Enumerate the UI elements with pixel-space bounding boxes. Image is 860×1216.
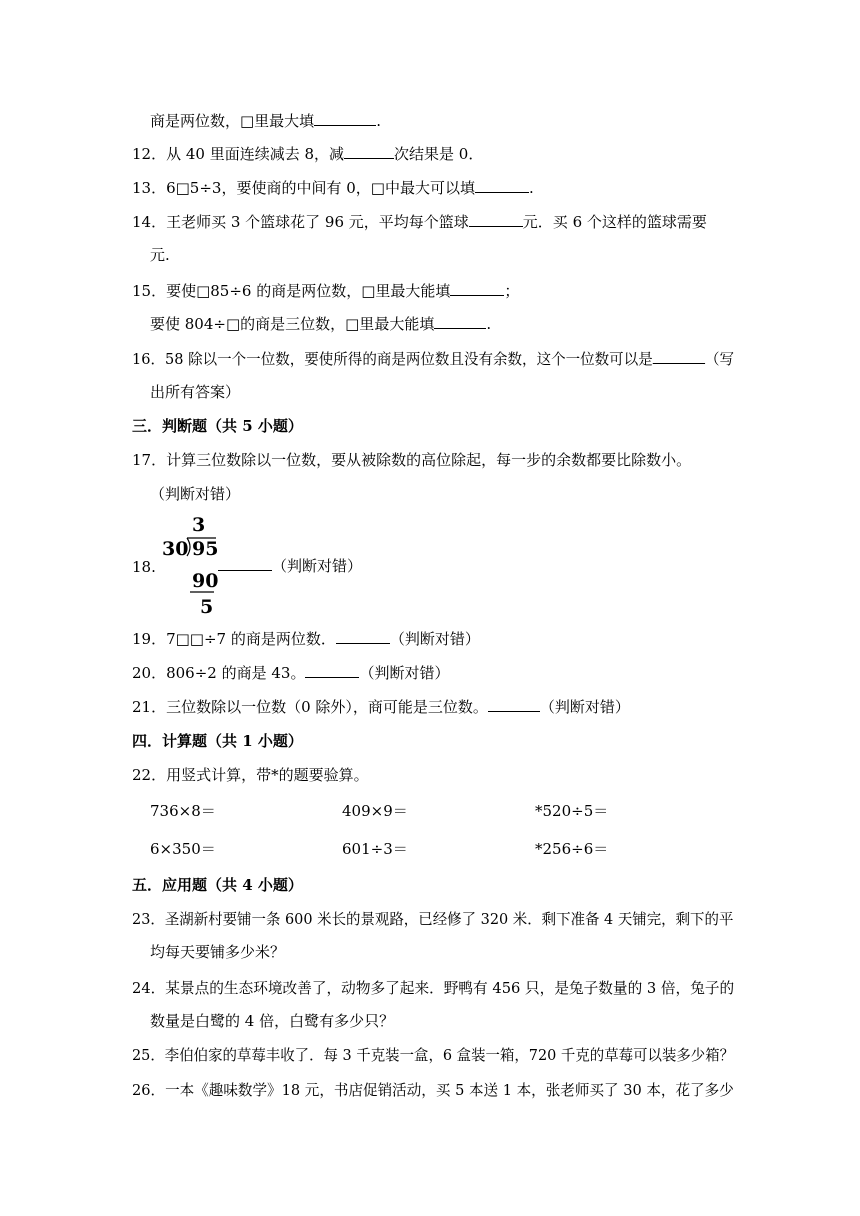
text: 出所有答案） bbox=[150, 383, 241, 401]
text: 元. bbox=[150, 246, 170, 264]
line-q11-cont bbox=[150, 111, 381, 131]
answer-blank[interactable] bbox=[314, 111, 376, 126]
answer-blank[interactable] bbox=[653, 349, 705, 364]
text: . bbox=[486, 315, 492, 333]
question-21 bbox=[132, 697, 630, 717]
answer-blank[interactable] bbox=[305, 663, 359, 678]
text: 19．7□□÷7 的商是两位数． bbox=[132, 630, 336, 648]
question-18-number: 18. bbox=[132, 558, 156, 576]
text: 17．计算三位数除以一位数，要从被除数的高位除起，每一步的余数都要比除数小。 bbox=[132, 451, 692, 469]
calc-item: 601÷3＝ bbox=[342, 840, 408, 858]
question-17 bbox=[132, 450, 691, 470]
quotient: 3 bbox=[192, 514, 206, 536]
question-22: 22．用竖式计算，带*的题要验算。 bbox=[132, 766, 369, 784]
text: . bbox=[376, 112, 381, 130]
remainder: 5 bbox=[200, 596, 214, 618]
question-25: 25．李伯伯家的草莓丰收了．每 3 千克装一盒，6 盒装一箱，720 千克的草莓可以装多少箱？ bbox=[132, 1046, 735, 1064]
text: 21．三位数除以一位数（0 除外），商可能是三位数。 bbox=[132, 698, 488, 716]
text: 13．6□5÷3，要使商的中间有 0，□中最大可以填 bbox=[132, 179, 475, 197]
calc-item: *256÷6＝ bbox=[535, 840, 609, 858]
text: （判断对错） bbox=[389, 630, 480, 648]
calc-item: *520÷5＝ bbox=[535, 802, 609, 820]
text: . bbox=[528, 179, 534, 197]
question-20 bbox=[132, 663, 449, 683]
question-18 bbox=[218, 556, 362, 576]
text: 14．王老师买 3 个篮球花了 96 元，平均每个篮球 bbox=[132, 213, 469, 231]
text: 元．买 6 个这样的篮球需要 bbox=[522, 213, 707, 231]
text: 次结果是 0． bbox=[394, 145, 484, 163]
answer-blank[interactable] bbox=[434, 314, 486, 329]
question-16-cont bbox=[150, 382, 240, 402]
text: （判断对错） bbox=[150, 485, 241, 503]
question-24-cont: 数量是白鹭的 4 倍，白鹭有多少只？ bbox=[150, 1012, 395, 1030]
answer-blank[interactable] bbox=[450, 281, 504, 296]
question-24: 24．某景点的生态环境改善了，动物多了起来．野鸭有 456 只，是兔子数量的 3 倍，兔子的 bbox=[132, 979, 735, 997]
text: 15．要使□85÷6 的商是两位数，□里最大能填 bbox=[132, 282, 451, 300]
dividend: 95 bbox=[192, 538, 219, 560]
answer-blank[interactable] bbox=[469, 212, 523, 227]
answer-blank[interactable] bbox=[488, 697, 540, 712]
text: （判断对错） bbox=[359, 664, 450, 682]
calc-item: 409×9＝ bbox=[342, 802, 408, 820]
question-14 bbox=[132, 212, 707, 232]
section-heading-application: 五．应用题（共 4 小题） bbox=[132, 876, 303, 894]
divisor: 30 bbox=[162, 538, 189, 560]
text: 16．58 除以一个一位数，要使所得的商是两位数且没有余数，这个一位数可以是 bbox=[132, 350, 653, 368]
text: 20．806÷2 的商是 43。 bbox=[132, 664, 306, 682]
text: 12．从 40 里面连续减去 8，减 bbox=[132, 145, 345, 163]
question-15 bbox=[132, 281, 519, 301]
question-14-cont bbox=[150, 245, 170, 265]
text: ； bbox=[504, 282, 520, 300]
question-16 bbox=[132, 349, 734, 369]
question-15-cont bbox=[150, 314, 491, 334]
text: （判断对错） bbox=[539, 698, 630, 716]
question-17-cont bbox=[150, 484, 240, 504]
question-13 bbox=[132, 178, 534, 198]
text: 要使 804÷□的商是三位数，□里最大能填 bbox=[150, 315, 435, 333]
answer-blank[interactable] bbox=[344, 144, 394, 159]
text: （判断对错） bbox=[272, 557, 363, 575]
text: （写 bbox=[705, 350, 735, 368]
answer-blank[interactable] bbox=[218, 556, 272, 571]
question-19 bbox=[132, 629, 480, 649]
section-heading-judge: 三．判断题（共 5 小题） bbox=[132, 417, 303, 435]
calc-item: 6×350＝ bbox=[150, 840, 216, 858]
question-26: 26．一本《趣味数学》18 元，书店促销活动，买 5 本送 1 本，张老师买了 30 本，花了多少 bbox=[132, 1081, 734, 1099]
product: 90 bbox=[192, 570, 219, 592]
section-heading-calc: 四．计算题（共 1 小题） bbox=[132, 732, 303, 750]
question-23: 23．圣湖新村要铺一条 600 米长的景观路，已经修了 320 米．剩下准备 4 天铺完，剩下的平 bbox=[132, 910, 734, 928]
long-division-figure bbox=[162, 514, 222, 618]
calc-item: 736×8＝ bbox=[150, 802, 216, 820]
question-23-cont: 均每天要铺多少米？ bbox=[150, 943, 286, 961]
question-12 bbox=[132, 144, 483, 164]
answer-blank[interactable] bbox=[475, 178, 529, 193]
answer-blank[interactable] bbox=[336, 629, 390, 644]
text: 商是两位数，□里最大填 bbox=[150, 112, 315, 130]
